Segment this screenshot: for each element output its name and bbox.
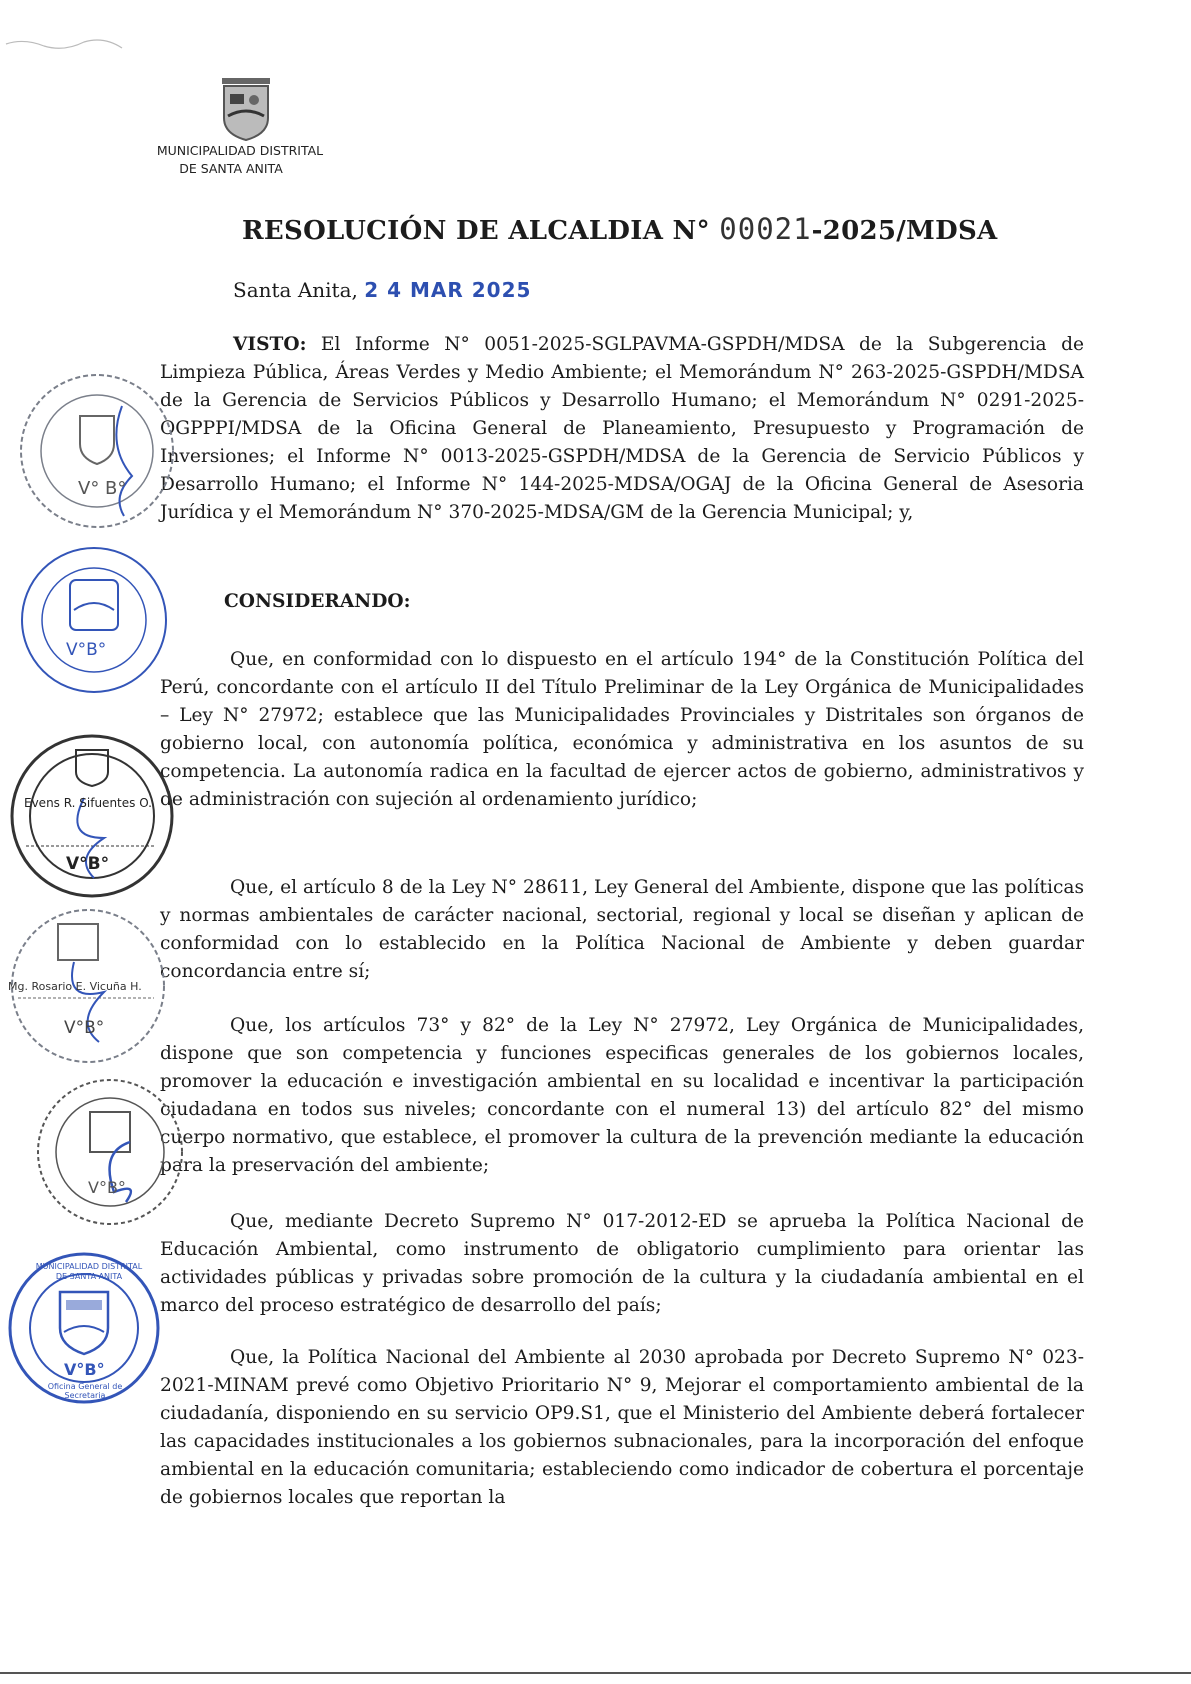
seal-stamp-5 — [30, 1072, 190, 1232]
stamp-3-mark: V°B° — [66, 854, 110, 874]
organization-name — [140, 142, 340, 178]
seal-stamp-4 — [4, 902, 172, 1070]
seal-stamp-2 — [14, 540, 174, 700]
seal-stamp-6 — [4, 1248, 164, 1408]
seal-stamp-3 — [4, 728, 180, 904]
paragraph-3: Que, los artículos 73° y 82° de la Ley N° 27972, Ley Orgánica de Municipalidades, dispone que son competencia y funciones especificas generales de los gobiernos locales, promover la educación e investigación ambiental en su localidad e incentivar la participación ciudadana en todos sus niveles; concordante con el numeral 13) del artículo 82° del mismo cuerpo normativo, que establece, el promover la cultura de la prevención mediante la educación para la preservación del ambiente; — [160, 1015, 1084, 1176]
visto-text: El Informe N° 0051-2025-SGLPAVMA-GSPDH/MDSA de la Subgerencia de Limpieza Pública, Áreas Verdes y Medio Ambiente; el Memorándum N° 263-2025-GSPDH/MDSA de la Gerencia de Servicios Públicos y Desarrollo Humano; el Memorándum N° 0291-2025-OGPPPI/MDSA de la Oficina General de Planeamiento, Presupuesto y Programación de Inversiones; el Informe N° 0013-2025-GSPDH/MDSA de la Gerencia de Servicio Públicos y Desarrollo Humano; el Informe N° 144-2025-MDSA/OGAJ de la Oficina General de Asesoria Jurídica y el Memorándum N° 370-2025-MDSA/GM de la Gerencia Municipal; y, — [160, 334, 1084, 523]
paragraph-2: Que, el artículo 8 de la Ley N° 28611, Ley General del Ambiente, dispone que las políticas y normas ambientales de carácter nacional, sectorial, regional y local se diseñan y aplican de conformidad con lo establecido en la Política Nacional de Ambiente y deben guardar concordancia entre sí; — [160, 877, 1084, 982]
resolution-number-stamp: 00021 — [719, 212, 812, 246]
resolution-title — [242, 212, 998, 246]
stamp-5-mark: V°B° — [88, 1178, 126, 1197]
stamp-4-name: Mg. Rosario E. Vicuña H. — [8, 980, 142, 993]
date-line — [233, 278, 531, 302]
stamp-6-mark: V°B° — [64, 1360, 105, 1379]
place-label: Santa Anita, — [233, 278, 358, 302]
stamp-2-mark: V°B° — [66, 640, 107, 660]
stamp-6-ring-top: MUNICIPALIDAD DISTRITAL DE SANTA ANITA — [35, 1262, 143, 1281]
date-stamp: 2 4 MAR 2025 — [364, 278, 532, 302]
paragraph-4: Que, mediante Decreto Supremo N° 017-2012-ED se aprueba la Política Nacional de Educación Ambiental, como instrumento de obligatorio cumplimiento para orientar las actividades públicas y privadas sobre promoción de la cultura y la ciudadanía ambiental en el marco del proceso estratégico de desarrollo del país; — [160, 1211, 1084, 1316]
seal-stamp-1 — [12, 366, 182, 536]
top-left-scribble-icon — [4, 30, 124, 60]
stamp-3-name: Evens R. Sifuentes O. — [24, 796, 152, 810]
paragraph-5: Que, la Política Nacional del Ambiente al 2030 aprobada por Decreto Supremo N° 023-2021-MINAM prevé como Objetivo Prioritario N° 9, Mejorar el comportamiento ambiental de la ciudadanía, disponiendo en su servicio OP9.S1, que el Ministerio del Ambiente deberá fortalecer las capacidades institucionales a los gobiernos subnacionales, para la incorporación del enfoque ambiental en la educación comunitaria; estableciendo como indicador de cobertura el porcentaje de gobiernos locales que reportan la — [160, 1347, 1084, 1508]
paragraph-1: Que, en conformidad con lo dispuesto en el artículo 194° de la Constitución Política del Perú, concordante con el artículo II del Título Preliminar de la Ley Orgánica de Municipalidades – Ley N° 27972; establece que las Municipalidades Provinciales y Distritales son órganos de gobierno local, con autonomía política, económica y administrativa en los asuntos de su competencia. La autonomía radica en la facultad de ejercer actos de gobierno, administrativos y de administración con sujeción al ordenamiento jurídico; — [160, 649, 1084, 810]
stamp-6-ring-bottom: Oficina General de Secretaria — [47, 1382, 123, 1400]
org-line-2: DE SANTA ANITA — [179, 161, 283, 176]
stamp-4-mark: V°B° — [64, 1018, 105, 1038]
title-suffix: -2025/MDSA — [811, 216, 998, 246]
footer-rule — [0, 1672, 1191, 1674]
stamp-1-mark: V° B° — [78, 478, 127, 499]
considerando-heading: CONSIDERANDO: — [224, 591, 411, 612]
municipal-logo-icon — [214, 76, 278, 142]
visto-paragraph — [160, 331, 1084, 527]
title-prefix: RESOLUCIÓN DE ALCALDIA N° — [242, 216, 710, 246]
org-line-1: MUNICIPALIDAD DISTRITAL — [156, 143, 324, 158]
visto-label: VISTO: — [233, 334, 307, 355]
